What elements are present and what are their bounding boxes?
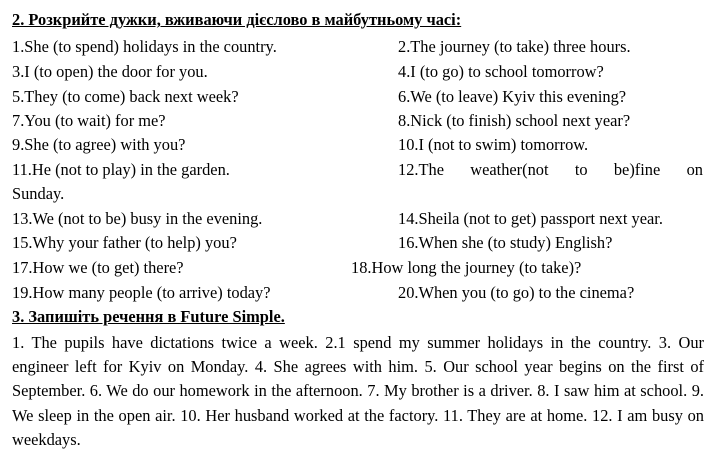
exercise-item-15: 15.Why your father (to help) you? xyxy=(12,233,237,252)
exercise-item-9: 9.She (to agree) with you? xyxy=(12,135,186,154)
exercise-item-4: 4.I (to go) to school tomorrow? xyxy=(398,62,604,81)
exercise-item-2: 2.The journey (to take) three hours. xyxy=(398,37,631,56)
item-12-word: weather(not xyxy=(470,160,549,179)
exercise-item-12 xyxy=(398,160,703,180)
item-12-word: to xyxy=(574,160,588,179)
exercise-item-5: 5.They (to come) back next week? xyxy=(12,87,239,106)
section-3-sentences: 1. The pupils have dictations twice a week. 2.1 spend my summer holidays in the country. 3. Our engineer left for Kyiv on Monday. 4. She agrees with him. 5. Our school year begins on the first of September. 6. We do our homework in the afternoon. 7. My brother is a driver. 8. I saw him at school. 9. We sleep in the open air. 10. Her husband worked at the factory. 11. They are at home. 12. I am busy on weekdays. xyxy=(12,333,704,449)
item-12-word: on xyxy=(686,160,703,179)
section-3-heading: 3. Запишіть речення в Future Simple. xyxy=(12,307,285,326)
item-12-word: be)fine xyxy=(613,160,661,179)
section-2-heading: 2. Розкрийте дужки, вживаючи дієслово в майбутньому часі: xyxy=(12,10,462,29)
exercise-item-14: 14.Sheila (not to get) passport next year. xyxy=(398,209,663,228)
exercise-item-7: 7.You (to wait) for me? xyxy=(12,111,166,130)
item-12-word: 12.The xyxy=(398,160,444,179)
exercise-item-8: 8.Nick (to finish) school next year? xyxy=(398,111,631,130)
exercise-item-1: 1.She (to spend) holidays in the country. xyxy=(12,37,277,56)
exercise-item-10: 10.I (not to swim) tomorrow. xyxy=(398,135,589,154)
exercise-item-18: 18.How long the journey (to take)? xyxy=(351,258,582,277)
exercise-item-3: 3.I (to open) the door for you. xyxy=(12,62,208,81)
exercise-item-16: 16.When she (to study) English? xyxy=(398,233,613,252)
exercise-item-6: 6.We (to leave) Kyiv this evening? xyxy=(398,87,627,106)
exercise-item-17: 17.How we (to get) there? xyxy=(12,258,184,277)
exercise-item-12-continuation: Sunday. xyxy=(12,184,65,203)
exercise-item-19: 19.How many people (to arrive) today? xyxy=(12,283,271,302)
exercise-item-11: 11.He (not to play) in the garden. xyxy=(12,160,230,179)
exercise-item-13: 13.We (not to be) busy in the evening. xyxy=(12,209,263,228)
exercise-item-20: 20.When you (to go) to the cinema? xyxy=(398,283,635,302)
